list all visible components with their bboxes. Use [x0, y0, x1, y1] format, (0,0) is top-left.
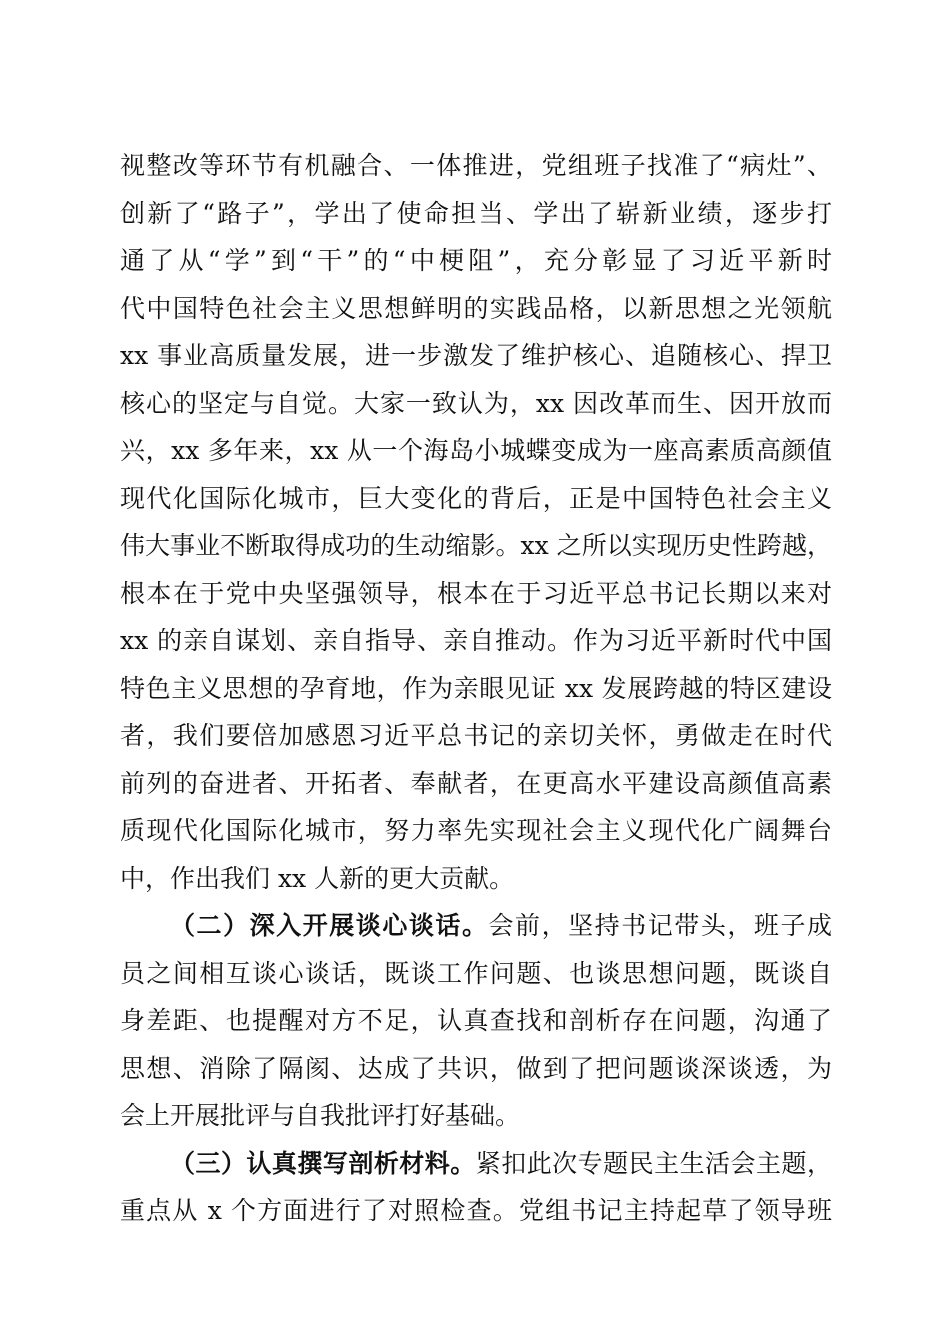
section-first-line: [170, 906, 832, 946]
paragraph-line: 特色主义思想的孕育地，作为亲眼见证 xx 发展跨越的特区建设: [120, 674, 832, 703]
paragraph-line: 中，作出我们 xx 人新的更大贡献。: [120, 864, 515, 893]
section-heading: （二）深入开展谈心谈话。: [170, 911, 489, 940]
paragraph-line: 视整改等环节有机融合、一体推进，党组班子找准了“病灶”、: [120, 151, 832, 180]
paragraph-line: 身差距、也提醒对方不足，认真查找和剖析存在问题，沟通了: [120, 1006, 832, 1035]
section-text: 紧扣此次专题民主生活会主题，: [475, 1149, 832, 1178]
paragraph-line: 者，我们要倍加感恩习近平总书记的亲切关怀，勇做走在时代: [120, 721, 832, 750]
paragraph-line: 代中国特色社会主义思想鲜明的实践品格，以新思想之光领航: [120, 294, 832, 323]
paragraph-line: 通了从“学”到“干”的“中梗阻”，充分彰显了习近平新时: [120, 246, 832, 275]
paragraph-line: 思想、消除了隔阂、达成了共识，做到了把问题谈深谈透，为: [120, 1054, 832, 1083]
section-text: 会前，坚持书记带头，班子成: [488, 911, 832, 940]
paragraph-line: 伟大事业不断取得成功的生动缩影。xx 之所以实现历史性跨越，: [120, 531, 832, 560]
paragraph-line: 根本在于党中央坚强领导，根本在于习近平总书记长期以来对: [120, 579, 832, 608]
paragraph-line: 创新了“路子”，学出了使命担当、学出了崭新业绩，逐步打: [120, 199, 832, 228]
paragraph-line: xx 事业高质量发展，进一步激发了维护核心、追随核心、捍卫: [120, 341, 832, 370]
paragraph-line: 核心的坚定与自觉。大家一致认为，xx 因改革而生、因开放而: [120, 389, 832, 418]
paragraph-line: 前列的奋进者、开拓者、奉献者，在更高水平建设高颜值高素: [120, 769, 832, 798]
section-first-line: [170, 1144, 832, 1184]
paragraph-line: xx 的亲自谋划、亲自指导、亲自推动。作为习近平新时代中国: [120, 626, 832, 655]
paragraph-line: 重点从 x 个方面进行了对照检查。党组书记主持起草了领导班: [120, 1196, 832, 1225]
paragraph-line: 会上开展批评与自我批评打好基础。: [120, 1101, 521, 1130]
paragraph-line: 员之间相互谈心谈话，既谈工作问题、也谈思想问题，既谈自: [120, 959, 832, 988]
paragraph-line: 兴，xx 多年来，xx 从一个海岛小城蝶变成为一座高素质高颜值: [120, 436, 832, 465]
paragraph-line: 现代化国际化城市，巨大变化的背后，正是中国特色社会主义: [120, 484, 832, 513]
section-heading: （三）认真撰写剖析材料。: [170, 1149, 476, 1178]
paragraph-line: 质现代化国际化城市，努力率先实现社会主义现代化广阔舞台: [120, 816, 832, 845]
